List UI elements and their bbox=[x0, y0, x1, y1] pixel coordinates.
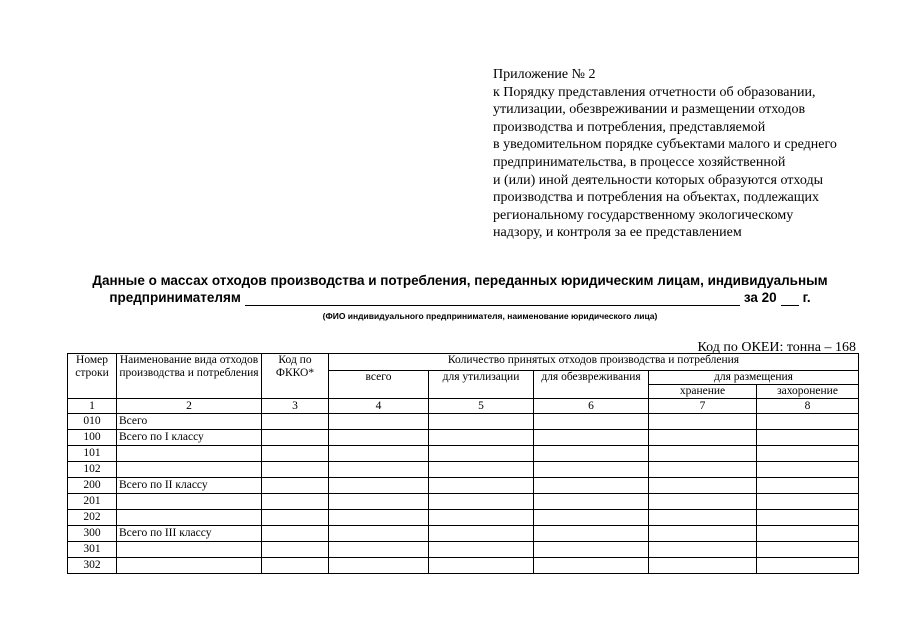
storage-cell[interactable] bbox=[649, 430, 757, 446]
appendix-line: производства и потребления на объектах, подлежащих bbox=[493, 190, 820, 206]
row-waste-name: Всего по II классу bbox=[117, 478, 262, 494]
burial-cell[interactable] bbox=[757, 446, 859, 462]
table-row bbox=[68, 462, 859, 478]
fkko-cell[interactable] bbox=[262, 462, 329, 478]
row-waste-name[interactable] bbox=[117, 510, 262, 526]
appendix-line: Приложение № 2 bbox=[493, 67, 596, 82]
storage-cell[interactable] bbox=[649, 542, 757, 558]
appendix-line: предпринимательства, в процессе хозяйственной bbox=[493, 154, 786, 170]
total-cell[interactable] bbox=[329, 558, 429, 574]
column-number-row bbox=[68, 399, 859, 414]
row-code: 301 bbox=[68, 542, 117, 558]
row-waste-name: Всего bbox=[117, 414, 262, 430]
table-row bbox=[68, 414, 859, 430]
column-number: 3 bbox=[262, 399, 329, 414]
header-utilization: для утилизации bbox=[429, 371, 534, 399]
total-cell[interactable] bbox=[329, 430, 429, 446]
column-number: 6 bbox=[534, 399, 649, 414]
entity-name-blank[interactable] bbox=[245, 291, 740, 306]
total-cell[interactable] bbox=[329, 446, 429, 462]
fkko-cell[interactable] bbox=[262, 414, 329, 430]
table-row bbox=[68, 526, 859, 542]
burial-cell[interactable] bbox=[757, 478, 859, 494]
fkko-cell[interactable] bbox=[262, 558, 329, 574]
storage-cell[interactable] bbox=[649, 446, 757, 462]
neutralization-cell[interactable] bbox=[534, 526, 649, 542]
storage-cell[interactable] bbox=[649, 478, 757, 494]
storage-cell[interactable] bbox=[649, 494, 757, 510]
row-code: 101 bbox=[68, 446, 117, 462]
year-suffix: г. bbox=[802, 290, 811, 305]
appendix-line: и (или) иной деятельности которых образуются отходы bbox=[493, 172, 823, 188]
storage-cell[interactable] bbox=[649, 462, 757, 478]
fkko-cell[interactable] bbox=[262, 542, 329, 558]
row-waste-name: Всего по III классу bbox=[117, 526, 262, 542]
appendix-line: надзору, и контроля за ее представлением bbox=[493, 225, 742, 241]
fkko-cell[interactable] bbox=[262, 446, 329, 462]
column-number: 8 bbox=[757, 399, 859, 414]
utilization-cell[interactable] bbox=[429, 462, 534, 478]
header-storage: хранение bbox=[649, 385, 757, 399]
table-row bbox=[68, 542, 859, 558]
row-waste-name[interactable] bbox=[117, 558, 262, 574]
neutralization-cell[interactable] bbox=[534, 542, 649, 558]
utilization-cell[interactable] bbox=[429, 558, 534, 574]
appendix-line: региональному государственному экологическому bbox=[493, 207, 794, 223]
title-line-1: Данные о массах отходов производства и потребления, переданных юридическим лицам, индивидуальным bbox=[92, 273, 828, 288]
row-code: 201 bbox=[68, 494, 117, 510]
neutralization-cell[interactable] bbox=[534, 558, 649, 574]
table-row bbox=[68, 558, 859, 574]
utilization-cell[interactable] bbox=[429, 430, 534, 446]
header-placement: для размещения bbox=[649, 371, 859, 385]
utilization-cell[interactable] bbox=[429, 510, 534, 526]
neutralization-cell[interactable] bbox=[534, 430, 649, 446]
total-cell[interactable] bbox=[329, 526, 429, 542]
utilization-cell[interactable] bbox=[429, 446, 534, 462]
header-burial: захоронение bbox=[757, 385, 859, 399]
header-fkko-code: Код по ФККО* bbox=[262, 354, 329, 399]
row-code: 100 bbox=[68, 430, 117, 446]
table-row bbox=[68, 430, 859, 446]
storage-cell[interactable] bbox=[649, 526, 757, 542]
column-number: 2 bbox=[117, 399, 262, 414]
burial-cell[interactable] bbox=[757, 494, 859, 510]
header-waste-name: Наименование вида отходов производства и потребления bbox=[117, 354, 262, 399]
total-cell[interactable] bbox=[329, 542, 429, 558]
appendix-line: утилизации, обезвреживании и размещении отходов bbox=[493, 102, 806, 118]
neutralization-cell[interactable] bbox=[534, 462, 649, 478]
row-code: 200 bbox=[68, 478, 117, 494]
table-row bbox=[68, 446, 859, 462]
column-number: 5 bbox=[429, 399, 534, 414]
burial-cell[interactable] bbox=[757, 542, 859, 558]
year-prefix: за 20 bbox=[743, 290, 777, 305]
storage-cell[interactable] bbox=[649, 510, 757, 526]
table-row bbox=[68, 478, 859, 494]
row-code: 202 bbox=[68, 510, 117, 526]
utilization-cell[interactable] bbox=[429, 542, 534, 558]
row-waste-name[interactable] bbox=[117, 542, 262, 558]
year-blank[interactable] bbox=[781, 291, 799, 306]
row-waste-name[interactable] bbox=[117, 494, 262, 510]
row-waste-name: Всего по I классу bbox=[117, 430, 262, 446]
appendix-line: производства и потребления, представляемой bbox=[493, 119, 766, 135]
appendix-header bbox=[493, 66, 893, 242]
waste-data-table bbox=[67, 353, 859, 574]
neutralization-cell[interactable] bbox=[534, 446, 649, 462]
total-cell[interactable] bbox=[329, 494, 429, 510]
burial-cell[interactable] bbox=[757, 462, 859, 478]
storage-cell[interactable] bbox=[649, 558, 757, 574]
column-number: 4 bbox=[329, 399, 429, 414]
total-cell[interactable] bbox=[329, 462, 429, 478]
column-number: 7 bbox=[649, 399, 757, 414]
burial-cell[interactable] bbox=[757, 558, 859, 574]
neutralization-cell[interactable] bbox=[534, 414, 649, 430]
burial-cell[interactable] bbox=[757, 430, 859, 446]
title-entrepreneurs-label: предпринимателям bbox=[109, 290, 241, 305]
header-neutralization: для обезвреживания bbox=[534, 371, 649, 399]
neutralization-cell[interactable] bbox=[534, 494, 649, 510]
utilization-cell[interactable] bbox=[429, 526, 534, 542]
table-row bbox=[68, 494, 859, 510]
row-code: 010 bbox=[68, 414, 117, 430]
row-code: 300 bbox=[68, 526, 117, 542]
row-waste-name[interactable] bbox=[117, 446, 262, 462]
row-code: 102 bbox=[68, 462, 117, 478]
fkko-cell[interactable] bbox=[262, 526, 329, 542]
burial-cell[interactable] bbox=[757, 526, 859, 542]
utilization-cell[interactable] bbox=[429, 414, 534, 430]
header-accepted-total: Количество принятых отходов производства и потребления bbox=[329, 354, 859, 371]
header-row-number: Номер строки bbox=[68, 354, 117, 399]
row-waste-name[interactable] bbox=[117, 462, 262, 478]
title-line-2 bbox=[60, 289, 860, 306]
utilization-cell[interactable] bbox=[429, 478, 534, 494]
row-code: 302 bbox=[68, 558, 117, 574]
blank-caption: (ФИО индивидуального предпринимателя, наименование юридического лица) bbox=[322, 311, 658, 321]
fkko-cell[interactable] bbox=[262, 510, 329, 526]
total-cell[interactable] bbox=[329, 478, 429, 494]
fkko-cell[interactable] bbox=[262, 478, 329, 494]
header-total: всего bbox=[329, 371, 429, 399]
column-number: 1 bbox=[68, 399, 117, 414]
fkko-cell[interactable] bbox=[262, 430, 329, 446]
appendix-line: в уведомительном порядке субъектами малого и среднего bbox=[493, 137, 837, 153]
fkko-cell[interactable] bbox=[262, 494, 329, 510]
burial-cell[interactable] bbox=[757, 414, 859, 430]
total-cell[interactable] bbox=[329, 510, 429, 526]
appendix-line: к Порядку представления отчетности об образовании, bbox=[493, 84, 816, 100]
utilization-cell[interactable] bbox=[429, 494, 534, 510]
storage-cell[interactable] bbox=[649, 414, 757, 430]
neutralization-cell[interactable] bbox=[534, 478, 649, 494]
total-cell[interactable] bbox=[329, 414, 429, 430]
table-row bbox=[68, 510, 859, 526]
burial-cell[interactable] bbox=[757, 510, 859, 526]
neutralization-cell[interactable] bbox=[534, 510, 649, 526]
okei-code: Код по ОКЕИ: тонна – 168 bbox=[697, 340, 856, 355]
document-title bbox=[60, 272, 860, 306]
